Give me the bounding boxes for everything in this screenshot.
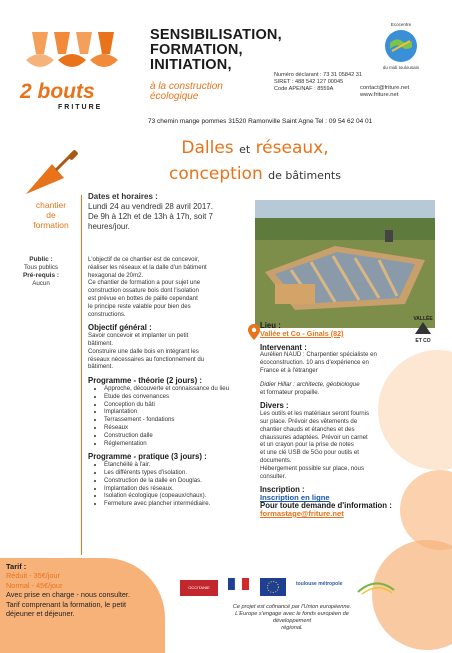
title-part: de bâtiments bbox=[268, 169, 341, 182]
theorie-heading: Programme - théorie (2 jours) : bbox=[88, 376, 202, 386]
list-item: • Conception du bâti bbox=[104, 401, 243, 409]
list-item: • Implantation bbox=[104, 408, 243, 416]
list-item: • Réseaux bbox=[104, 424, 243, 432]
republique-logo-icon bbox=[228, 578, 250, 598]
tarif-line: Tarif comprenant la formation, le petit bbox=[6, 599, 127, 609]
globe-icon bbox=[384, 29, 418, 63]
divider bbox=[81, 195, 82, 555]
pratique-heading: Programme - pratique (3 jours) : bbox=[88, 452, 207, 462]
contact-info bbox=[360, 85, 409, 99]
footer-line: Ce projet est cofinancé par l'Union européenne. bbox=[232, 604, 352, 610]
footer-line: régional. bbox=[281, 625, 303, 631]
partner-swoosh-icon bbox=[356, 580, 396, 596]
intro-line: hexagonal de 20m2. bbox=[88, 271, 144, 279]
intro-line: Ce chantier de formation a pour sujet une bbox=[88, 279, 201, 287]
header-subtitle-line: écologique bbox=[150, 91, 199, 102]
partner-logos bbox=[180, 578, 410, 602]
intro-line: le principe reste valable pour bien des bbox=[88, 302, 191, 310]
divers-line: et une clé USB de 5Go pour outils et bbox=[260, 449, 359, 457]
tarif-heading: Tarif : bbox=[6, 562, 27, 571]
region-logo bbox=[180, 580, 218, 596]
page-title bbox=[130, 136, 380, 188]
dates-line: heures/jour. bbox=[88, 222, 130, 231]
divers-line: chantier chauds et étanches et des bbox=[260, 425, 355, 433]
list-item: • Les différents types d'isolation. bbox=[104, 469, 243, 477]
public-value: Tous publics bbox=[23, 264, 59, 271]
ecocentre-logo bbox=[374, 22, 428, 78]
list-item: • Réglementation bbox=[104, 440, 243, 448]
brand-name: 2 bouts bbox=[20, 80, 95, 103]
title-part: Dalles bbox=[181, 138, 234, 158]
intervenant-line: France et à l'étranger bbox=[260, 366, 318, 374]
header-title-line: FORMATION, bbox=[150, 42, 243, 58]
list-item: • Terrassement - fondations bbox=[104, 416, 243, 424]
objectif-line: bâtiment. bbox=[88, 363, 114, 371]
dates-heading: Dates et horaires : bbox=[88, 192, 158, 201]
ecocentre-logo-text: du midi toulousain bbox=[382, 65, 420, 70]
chantier-line: formation bbox=[33, 220, 69, 230]
legal-line: Code APE/NAF : 8559A bbox=[274, 86, 334, 92]
info-email-link[interactable]: formastage@friture.net bbox=[260, 508, 344, 518]
objectif-line: Construire une dalle bois en intégrant les bbox=[88, 347, 199, 355]
intervenant-line: Didier Hillar : architecte, géobiologue bbox=[260, 380, 360, 388]
trowel-icon bbox=[22, 150, 82, 200]
title-part: et bbox=[239, 143, 251, 156]
tree-icon bbox=[413, 322, 433, 336]
divers-line: Les outils et les matériaux seront fournis bbox=[260, 410, 370, 418]
dates-line: De 9h à 12h et de 13h à 17h, soit 7 bbox=[88, 212, 213, 221]
vallee-logo bbox=[408, 316, 438, 344]
brand-logo bbox=[18, 22, 130, 132]
right-content bbox=[260, 322, 410, 518]
objectif-line: réseaux nécessaires au fonctionnement du bbox=[88, 355, 205, 363]
friture-logo-icon bbox=[18, 22, 130, 132]
address: 73 chemin mange pommes 31520 Ramonville Saint Agne Tel : 09 54 62 04 01 bbox=[148, 118, 373, 125]
intro-line: constructions. bbox=[88, 310, 126, 318]
ecocentre-logo-text: Ecocentre bbox=[390, 22, 412, 27]
divers-line: Hébergement possible sur place, nous bbox=[260, 464, 364, 472]
intervenant-line: et formateur propaille. bbox=[260, 388, 320, 396]
contact-website[interactable]: www.friture.net bbox=[360, 92, 399, 98]
header-subtitle-line: à la construction bbox=[150, 81, 223, 92]
left-content bbox=[88, 256, 243, 508]
legal-line: SIRET : 488 542 127 00045 bbox=[274, 79, 344, 85]
eu-flag-icon bbox=[260, 578, 286, 596]
list-item: • Approche, découverte et connaissance du lieu bbox=[104, 385, 243, 393]
title-part: réseaux, bbox=[255, 138, 329, 158]
intro-line: L'objectif de ce chantier est de concevoir, bbox=[88, 256, 200, 263]
lieu-link[interactable]: Vallée et Co - Ginals (82) bbox=[260, 328, 344, 338]
intro-line: est prévue en bottes de paille cependant bbox=[88, 294, 198, 302]
list-item: • Fermeture avec plancher intermédiaire. bbox=[104, 500, 243, 508]
tarif-normal: Normal - 45€/jour bbox=[6, 580, 63, 590]
intro-line: construction ossature bois dont l'isolation bbox=[88, 287, 199, 295]
vallee-logo-text: ET CO bbox=[415, 338, 431, 344]
tarif-section bbox=[6, 562, 156, 618]
legal-info bbox=[274, 72, 362, 93]
list-item: • Construction de la dalle en Douglas. bbox=[104, 477, 243, 485]
list-item: • Étanchéité à l'air. bbox=[104, 461, 243, 469]
list-item: • Implantation des réseaux. bbox=[104, 485, 243, 493]
public-label: Public : bbox=[29, 256, 53, 263]
region-logo-text: OCCITANIE bbox=[188, 585, 210, 590]
intro-text bbox=[88, 256, 243, 318]
intro-line: réaliser les réseaux et la dalle d'un bâtiment bbox=[88, 263, 207, 271]
intervenant-line: Aurélien NAUD : Charpentier spécialiste en bbox=[260, 351, 377, 359]
objectif-heading: Objectif général : bbox=[88, 323, 152, 333]
header-title-line: INITIATION, bbox=[150, 57, 232, 73]
footer-note bbox=[222, 604, 362, 632]
header-title bbox=[150, 28, 282, 73]
dates-line: Lundi 24 au vendredi 28 avril 2017. bbox=[88, 202, 213, 211]
inscription-heading: Inscription : bbox=[260, 485, 305, 495]
prereq-value: Aucun bbox=[32, 280, 50, 287]
footer-line: L'Europe s'engage avec le fonds européen de développement bbox=[235, 611, 349, 624]
list-item: • Construction dalle bbox=[104, 432, 243, 440]
vallee-logo-text: VALLÉE bbox=[413, 316, 433, 322]
list-item: • Isolation écologique (copeaux/chaux). bbox=[104, 492, 243, 500]
objectif-line: Savoir concevoir et implanter un petit bbox=[88, 332, 189, 340]
divers-line: consulter. bbox=[260, 472, 287, 480]
theorie-list bbox=[88, 385, 243, 447]
construction-photo bbox=[255, 200, 435, 328]
public-info bbox=[6, 256, 76, 288]
divers-line: sur place. Prévoir des vêtements de bbox=[260, 417, 358, 425]
chantier-line: de bbox=[46, 210, 56, 220]
divers-line: et un crayon pour la prise de notes bbox=[260, 441, 354, 449]
toulouse-metropole-logo: toulouse métropole bbox=[296, 581, 343, 587]
contact-email[interactable]: contact@friture.net bbox=[360, 85, 410, 91]
chantier-label bbox=[20, 200, 82, 230]
header-subtitle bbox=[150, 82, 223, 102]
legal-line: Numéro déclarant : 73 31 05842 31 bbox=[274, 72, 363, 78]
tarif-line: déjeuner et déjeuner. bbox=[6, 609, 75, 619]
location-pin-icon bbox=[248, 324, 260, 340]
tarif-reduit: Réduit - 35€/jour bbox=[6, 571, 60, 581]
brand-sub: FRITURE bbox=[58, 104, 103, 111]
list-item: • Etude des convenances bbox=[104, 393, 243, 401]
pratique-list bbox=[88, 461, 243, 508]
title-part: conception bbox=[169, 164, 263, 184]
chantier-line: chantier bbox=[35, 200, 67, 210]
divers-heading: Divers : bbox=[260, 401, 289, 411]
lieu-heading: Lieu : bbox=[260, 321, 281, 330]
header-title-line: SENSIBILISATION, bbox=[150, 27, 282, 43]
divers-line: chaussures adaptées. Prévoir un carnet bbox=[260, 433, 368, 441]
divers-line: documents. bbox=[260, 456, 292, 464]
intervenant-line: écoconstruction. 10 ans d'expérience en bbox=[260, 359, 369, 367]
prereq-label: Pré-requis : bbox=[22, 272, 60, 279]
info-heading: Pour toute demande d'information : bbox=[260, 500, 392, 510]
inscription-link[interactable]: Inscription en ligne bbox=[260, 493, 330, 503]
objectif-line: bâtiment. bbox=[88, 339, 114, 347]
tarif-line: Avec prise en charge - nous consulter. bbox=[6, 590, 130, 600]
intervenant-heading: Intervenant : bbox=[260, 342, 307, 352]
